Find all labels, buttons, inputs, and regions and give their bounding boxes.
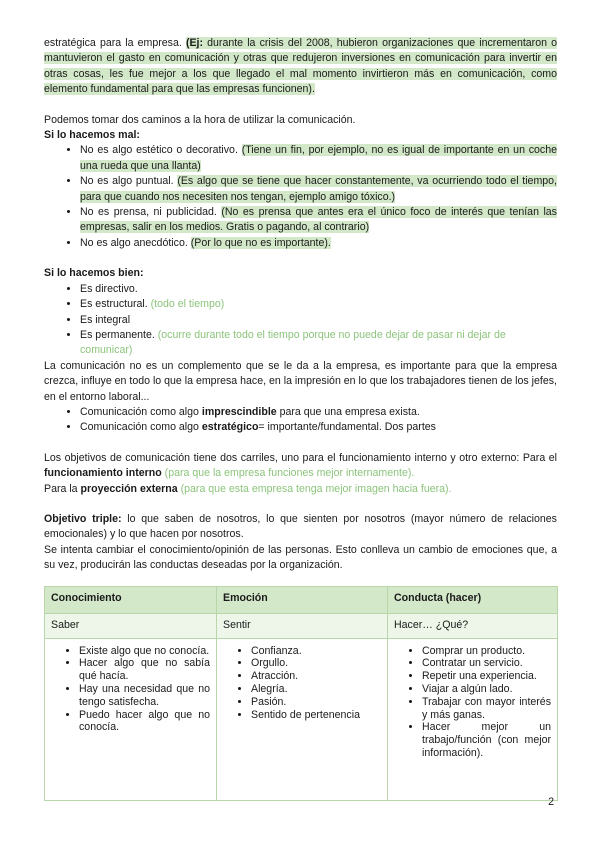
list-item: • Sentido de pertenencia: [251, 709, 381, 722]
list-item: • Existe algo que no conocía.: [79, 645, 210, 658]
example-label: (Ej:: [185, 37, 204, 49]
list-item: • Es integral: [80, 313, 557, 328]
change-paragraph: Se intenta cambiar el conocimiento/opinión de las personas. Esto conlleva un cambio de emociones que, a su vez, producirán las conductas deseadas por la organización.: [44, 543, 557, 572]
example-text: durante la crisis del 2008, hubieron organizaciones que incrementaron o mantuvieron el gasto en comunicación y otras que redujeron inversiones en comunicación para invertir en otras cosas, les fue mejor a los que llegado el mal momento invirtieron más en comunicación, como elemento fundamental para que las empresas funcionen).: [44, 37, 558, 96]
bad-heading: Si lo hacemos mal:: [44, 129, 140, 142]
intro-text: estratégica para la empresa.: [44, 37, 186, 49]
list-item: • Pasión.: [251, 696, 381, 709]
note-highlight: (Es algo que se tiene que hacer constantemente, va ocurriendo todo el tiempo, para que cuando nos necesiten nos tengan, ejemplo amigo tóxico.): [80, 175, 557, 203]
behavior-list: [394, 645, 551, 760]
table-header: Conocimiento: [45, 586, 217, 613]
note-green: (ocurre durante todo el tiempo porque no puede dejar de pasar ni dejar de comunicar): [80, 328, 506, 357]
comm-list: [44, 405, 557, 436]
good-heading: Si lo hacemos bien:: [44, 267, 144, 280]
list-item: • Trabajar con mayor interés y más ganas.: [422, 696, 551, 722]
list-item: • Puedo hacer algo que no conocía.: [79, 709, 210, 735]
table-subheader-row: [45, 613, 558, 638]
list-item: • Es permanente. (ocurre durante todo el tiempo porque no puede dejar de pasar ni dejar de comunicar): [80, 328, 557, 359]
list-item: • Confianza.: [251, 645, 381, 658]
table-header-row: [45, 586, 558, 613]
emotion-list: [223, 645, 381, 722]
table-row: [45, 638, 558, 800]
knowledge-emotion-behavior-table: [44, 586, 558, 801]
good-list: [44, 282, 557, 359]
list-item: • Comunicación como algo estratégico= importante/fundamental. Dos partes: [80, 420, 557, 435]
list-item: • Repetir una experiencia.: [422, 670, 551, 683]
note-green: (todo el tiempo): [150, 298, 225, 311]
note-highlight: (Por lo que no es importante).: [190, 236, 331, 249]
list-item: • No es prensa, ni publicidad. (No es prensa que antes era el único foco de interés que tenían las empresas, salir en los medios. Gratis o pagando, al contrario): [80, 205, 557, 236]
list-item: • Atracción.: [251, 670, 381, 683]
table-cell: [45, 638, 217, 800]
paths-intro: Podemos tomar dos caminos a la hora de utilizar la comunicación.: [44, 113, 356, 126]
list-item: • Contratar un servicio.: [422, 657, 551, 670]
list-item: • Hacer algo que no sabía qué hacía.: [79, 657, 210, 683]
note-green: (para que esta empresa tenga mejor imagen hacia fuera).: [177, 482, 452, 495]
note-highlight: (No es prensa que antes era el único foco de interés que tenían las empresas, salir en los medios. Gratis o pagando, al contrario): [80, 206, 557, 234]
document-page: [44, 36, 557, 801]
list-item: • Alegría.: [251, 683, 381, 696]
table-cell: [217, 638, 388, 800]
table-subheader: Sentir: [217, 613, 388, 638]
list-item: • Comunicación como algo imprescindible para que una empresa exista.: [80, 405, 557, 420]
complement-paragraph: La comunicación no es un complemento que se le da a la empresa, es importante para que la empresa crezca, influye en todo lo que la empresa hace, en la impresión en lo que los trabajadores tienen de los jefes, en el entorno laboral...: [44, 359, 557, 403]
page-number: 2: [548, 796, 554, 808]
table-header: Conducta (hacer): [388, 586, 558, 613]
intro-paragraph: [44, 36, 557, 98]
table-subheader: Saber: [45, 613, 217, 638]
list-item: • Es directivo.: [80, 282, 557, 297]
table-subheader: Hacer… ¿Qué?: [388, 613, 558, 638]
list-item: • Orgullo.: [251, 657, 381, 670]
objectives-paragraph: Los objetivos de comunicación tiene dos carriles, uno para el funcionamiento interno y otro externo: Para el funcionamiento interno (para que la empresa funciones mejor internamente).: [44, 451, 557, 480]
list-item: • No es algo estético o decorativo. (Tiene un fin, por ejemplo, no es igual de importante en un coche una rueda que una llanta): [80, 143, 557, 174]
external-paragraph: Para la proyección externa (para que esta empresa tenga mejor imagen hacia fuera).: [44, 482, 452, 495]
list-item: • Hay una necesidad que no tengo satisfecha.: [79, 683, 210, 709]
list-item: • No es algo puntual. (Es algo que se tiene que hacer constantemente, va ocurriendo todo el tiempo, para que cuando nos necesiten nos tengan, ejemplo amigo tóxico.): [80, 174, 557, 205]
note-green: (para que la empresa funciones mejor internamente).: [161, 467, 415, 480]
list-item: • Viajar a algún lado.: [422, 683, 551, 696]
list-item: • Es estructural. (todo el tiempo): [80, 297, 557, 312]
knowledge-list: [51, 645, 210, 735]
list-item: • Hacer mejor un trabajo/función (con mejor información).: [422, 721, 551, 759]
bad-list: [44, 143, 557, 251]
table-cell: [388, 638, 558, 800]
list-item: • Comprar un producto.: [422, 645, 551, 658]
triple-paragraph: Objetivo triple: lo que saben de nosotros, lo que sienten por nosotros (mayor número de relaciones emocionales) y lo que hacen por nosotros.: [44, 512, 557, 541]
list-item: • No es algo anecdótico. (Por lo que no es importante).: [80, 236, 557, 251]
table-header: Emoción: [217, 586, 388, 613]
note-highlight: (Tiene un fin, por ejemplo, no es igual de importante en un coche una rueda que una llanta): [80, 144, 558, 172]
